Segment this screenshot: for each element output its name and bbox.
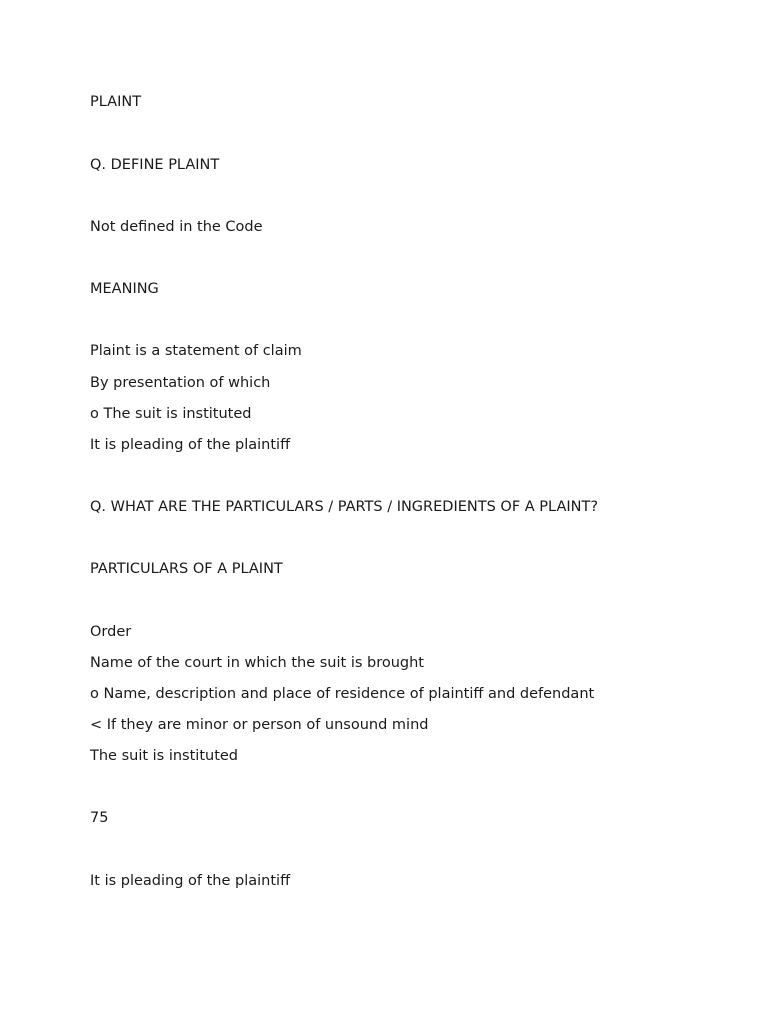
- text-line: Name of the court in which the suit is brought: [90, 655, 424, 671]
- text-line: Not defined in the Code: [90, 219, 263, 235]
- text-line: By presentation of which: [90, 375, 271, 391]
- text-line: It is pleading of the plaintiff: [90, 873, 291, 889]
- list-item: o The suit is instituted: [90, 406, 252, 422]
- page-number: 75: [90, 810, 109, 826]
- question-define-plaint: Q. DEFINE PLAINT: [90, 157, 220, 173]
- text-line: The suit is instituted: [90, 748, 239, 764]
- text-line: Plaint is a statement of claim: [90, 343, 302, 359]
- list-item: < If they are minor or person of unsound mind: [90, 717, 429, 733]
- heading-particulars: PARTICULARS OF A PLAINT: [90, 561, 283, 577]
- heading-plaint: PLAINT: [90, 94, 142, 110]
- text-line: It is pleading of the plaintiff: [90, 437, 291, 453]
- list-item: o Name, description and place of residence of plaintiff and defendant: [90, 686, 595, 702]
- heading-meaning: MEANING: [90, 281, 159, 297]
- question-particulars: Q. WHAT ARE THE PARTICULARS / PARTS / INGREDIENTS OF A PLAINT?: [90, 499, 599, 515]
- text-line: Order: [90, 624, 132, 640]
